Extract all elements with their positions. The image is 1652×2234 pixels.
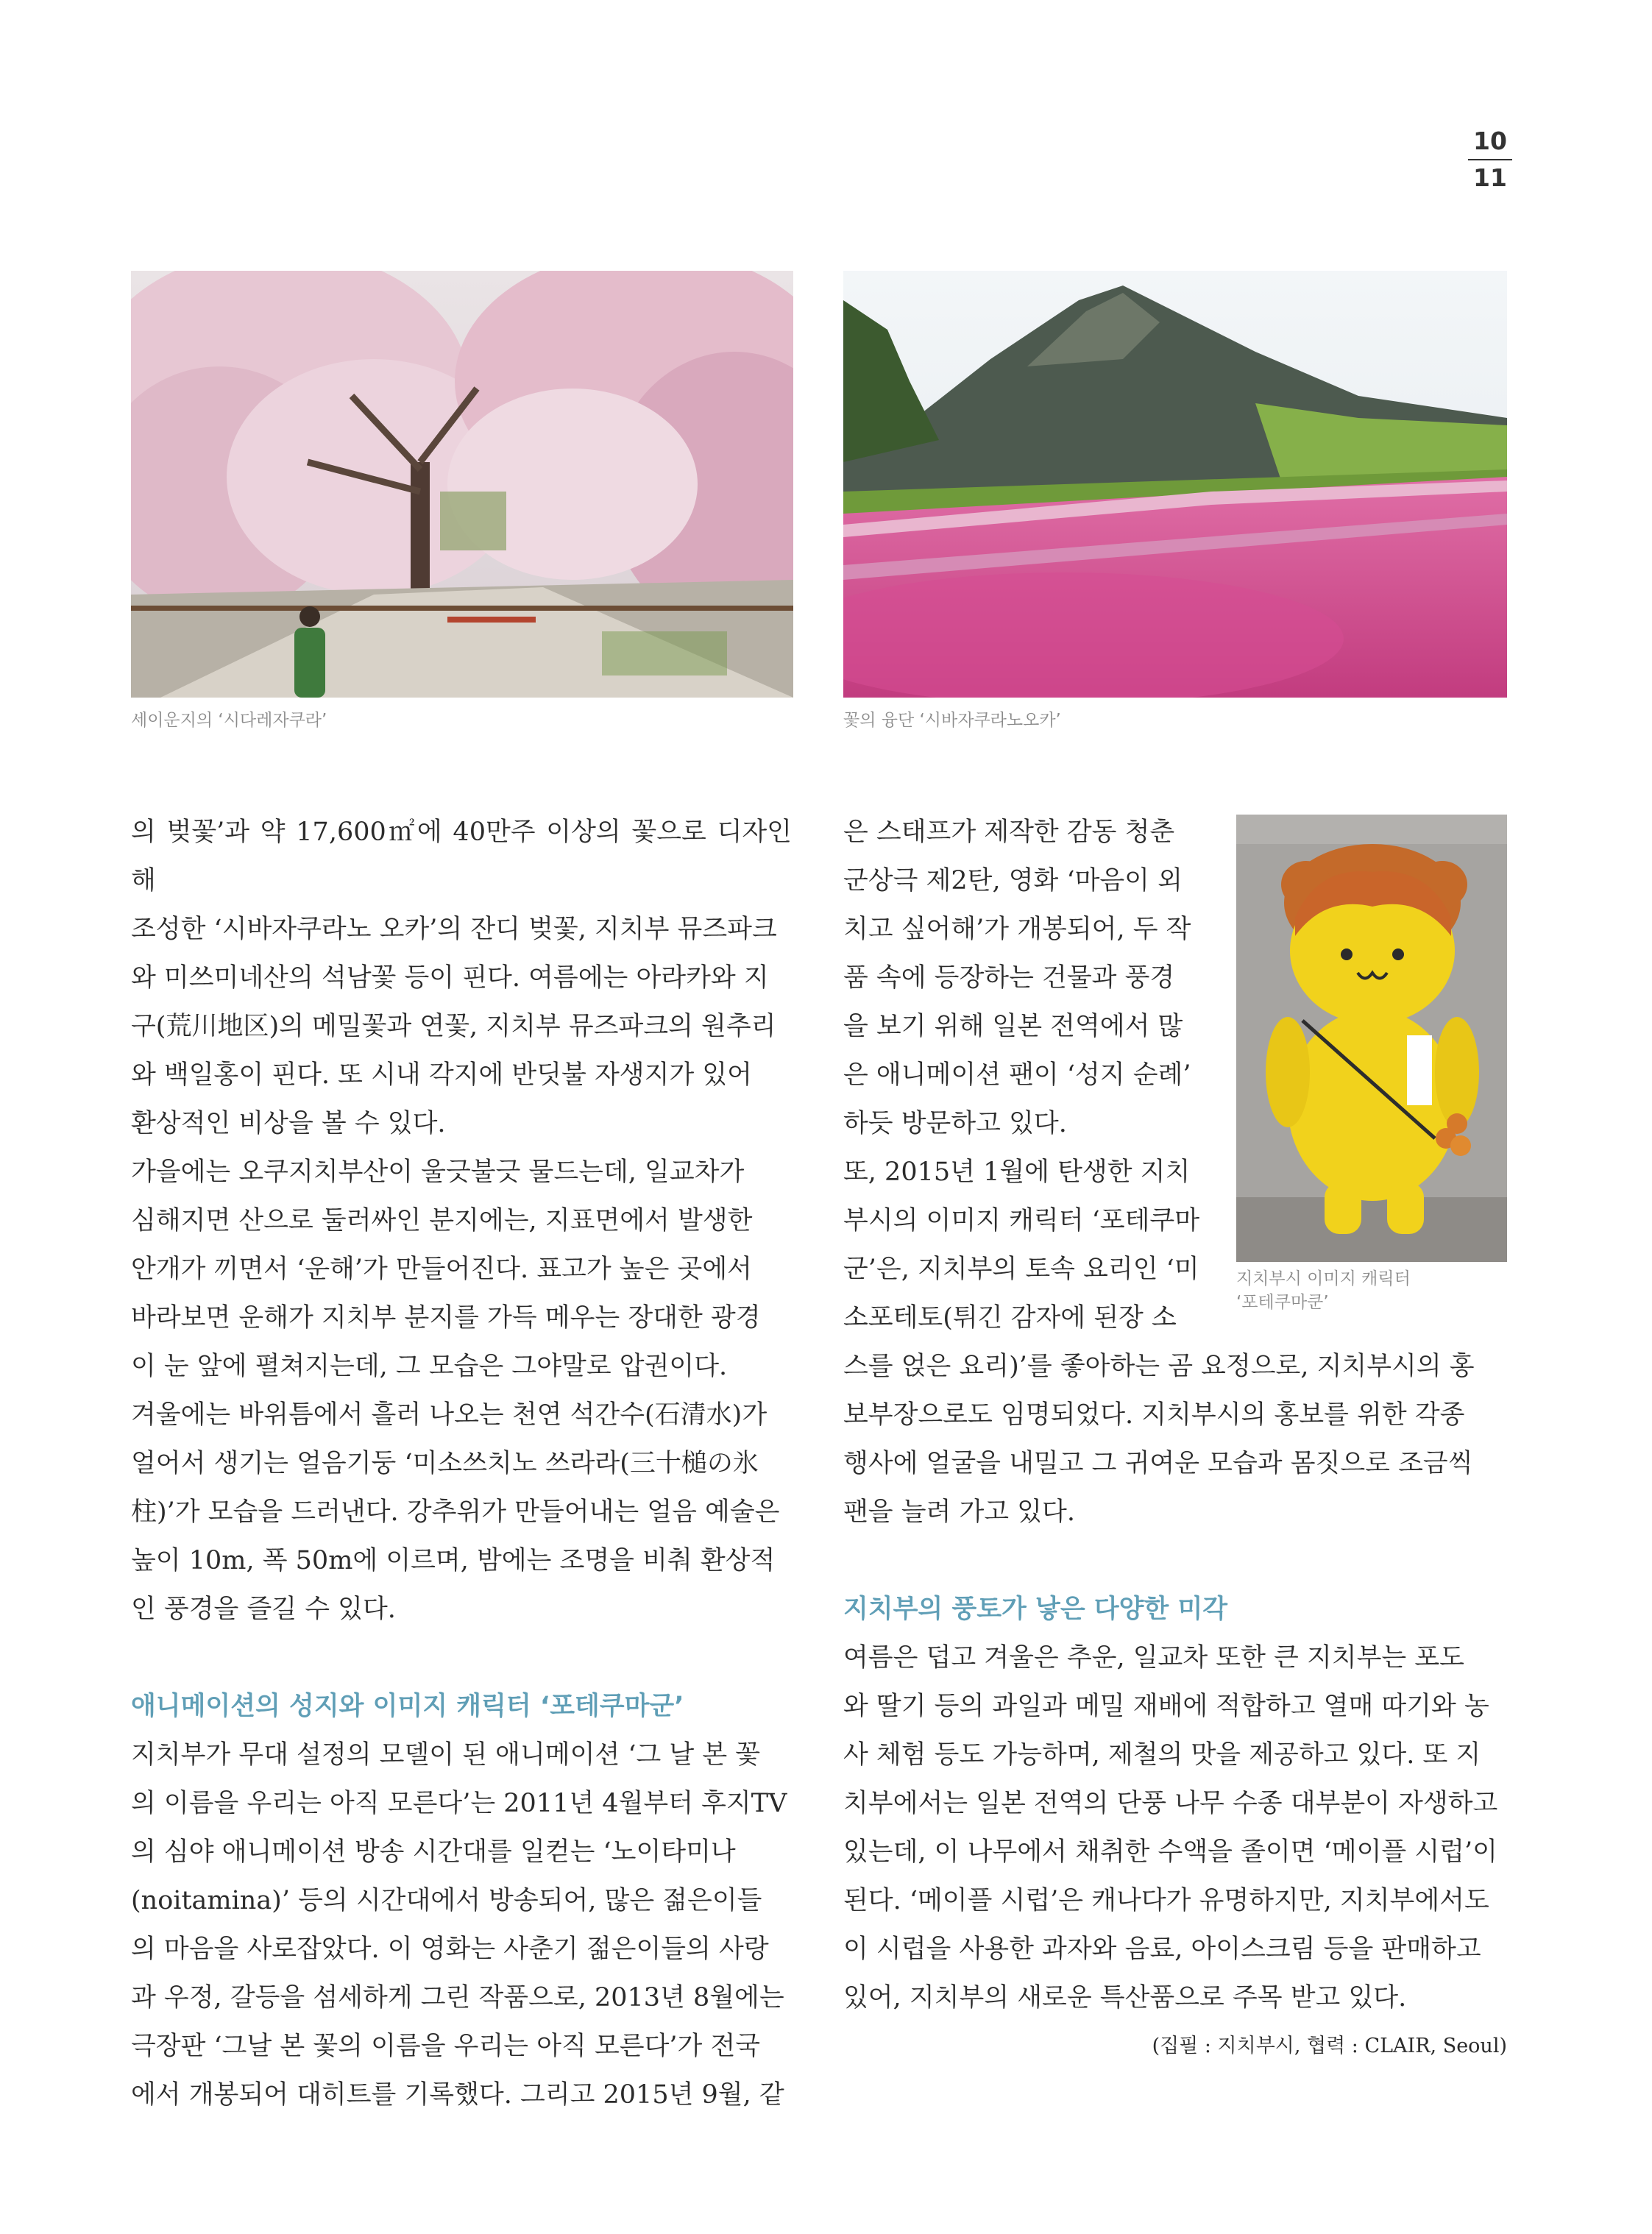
text-line: 와 백일홍이 핀다. 또 시내 각지에 반딧불 자생지가 있어 bbox=[131, 1060, 752, 1090]
text-line: 치부에서는 일본 전역의 단풍 나무 수종 대부분이 자생하고 bbox=[843, 1789, 1498, 1818]
text-line: 은 스태프가 제작한 감동 청춘 bbox=[843, 818, 1175, 847]
shibazakura-photo bbox=[843, 271, 1507, 698]
text-line: 소포테토(튀긴 감자에 된장 소 bbox=[843, 1303, 1177, 1333]
spacer bbox=[843, 1536, 1507, 1585]
left-column bbox=[131, 808, 792, 2119]
section-heading-animation: 애니메이션의 성지와 이미지 캐릭터 ‘포테쿠마군’ bbox=[131, 1692, 684, 1721]
text-line: 팬을 늘려 가고 있다. bbox=[843, 1497, 1075, 1527]
text-line: 와 딸기 등의 과일과 메밀 재배에 적합하고 열매 따기와 농 bbox=[843, 1692, 1489, 1721]
text-line: 품 속에 등장하는 건물과 풍경 bbox=[843, 963, 1175, 993]
page-number-divider bbox=[1468, 159, 1512, 160]
text-line: 이 시럽을 사용한 과자와 음료, 아이스크림 등을 판매하고 bbox=[843, 1935, 1481, 1964]
text-line: 사 체험 등도 가능하며, 제철의 맛을 제공하고 있다. 또 지 bbox=[843, 1740, 1481, 1770]
text-line: 조성한 ‘시바자쿠라노 오카’의 잔디 벚꽃, 지치부 뮤즈파크 bbox=[131, 915, 777, 944]
text-line: 높이 10m, 폭 50m에 이르며, 밤에는 조명을 비춰 환상적 bbox=[131, 1546, 776, 1575]
text-line: 극장판 ‘그날 본 꽃의 이름을 우리는 아직 모른다’가 전국 bbox=[131, 2032, 761, 2061]
text-line: (noitamina)’ 등의 시간대에서 방송되어, 많은 젊은이들 bbox=[131, 1886, 762, 1915]
text-line: 가을에는 오쿠지치부산이 울긋불긋 물드는데, 일교차가 bbox=[131, 1157, 745, 1187]
right-column-narrow bbox=[843, 808, 1211, 1342]
page-number-right: 11 bbox=[1473, 163, 1507, 192]
text-line: 된다. ‘메이플 시럽’은 캐나다가 유명하지만, 지치부에서도 bbox=[843, 1886, 1489, 1915]
text-line: 의 마음을 사로잡았다. 이 영화는 사춘기 젊은이들의 사랑 bbox=[131, 1935, 769, 1964]
section-heading-taste: 지치부의 풍토가 낳은 다양한 미각 bbox=[843, 1595, 1228, 1624]
text-line: 보부장으로도 임명되었다. 지치부시의 홍보를 위한 각종 bbox=[843, 1400, 1465, 1430]
mascot-caption-line1: 지치부시 이미지 캐릭터 bbox=[1236, 1269, 1411, 1288]
page-number-left: 10 bbox=[1473, 127, 1507, 155]
text-line: 얼어서 생기는 얼음기둥 ‘미소쓰치노 쓰라라(三十槌の氷 bbox=[131, 1449, 759, 1478]
sakura-caption: 세이운지의 ‘시다레자쿠라’ bbox=[131, 711, 327, 730]
text-line: 행사에 얼굴을 내밀고 그 귀여운 모습과 몸짓으로 조금씩 bbox=[843, 1449, 1473, 1478]
text-line: 바라보면 운해가 지치부 분지를 가득 메우는 장대한 광경 bbox=[131, 1303, 761, 1333]
text-line: 군상극 제2탄, 영화 ‘마음이 외 bbox=[843, 866, 1183, 896]
sakura-photo bbox=[131, 271, 793, 698]
text-line: 있어, 지치부의 새로운 특산품으로 주목 받고 있다. bbox=[843, 1983, 1407, 2013]
shibazakura-caption: 꽃의 융단 ‘시바자쿠라노오카’ bbox=[843, 711, 1061, 730]
text-line: 의 벚꽃’과 약 17,600㎡에 40만주 이상의 꽃으로 디자인해 bbox=[131, 818, 792, 896]
left-body-text bbox=[131, 808, 792, 1634]
text-line: 와 미쓰미네산의 석남꽃 등이 핀다. 여름에는 아라카와 지 bbox=[131, 963, 769, 993]
shibazakura-photo-illustration bbox=[843, 271, 1507, 698]
text-line: 환상적인 비상을 볼 수 있다. bbox=[131, 1109, 446, 1138]
text-line: 심해지면 산으로 둘러싸인 분지에는, 지표면에서 발생한 bbox=[131, 1206, 753, 1235]
text-line: 부시의 이미지 캐릭터 ‘포테쿠마 bbox=[843, 1206, 1200, 1235]
text-line: 안개가 끼면서 ‘운해’가 만들어진다. 표고가 높은 곳에서 bbox=[131, 1255, 752, 1284]
text-line: 스를 얹은 요리)’를 좋아하는 곰 요정으로, 지치부시의 홍 bbox=[843, 1352, 1475, 1381]
text-line: 있는데, 이 나무에서 채취한 수액을 졸이면 ‘메이플 시럽’이 bbox=[843, 1837, 1497, 1867]
text-line: 구(荒川地区)의 메밀꽃과 연꽃, 지치부 뮤즈파크의 원추리 bbox=[131, 1012, 776, 1041]
text-line: 인 풍경을 즐길 수 있다. bbox=[131, 1595, 396, 1624]
text-line: 하듯 방문하고 있다. bbox=[843, 1109, 1067, 1138]
text-line: 여름은 덥고 겨울은 추운, 일교차 또한 큰 지치부는 포도 bbox=[843, 1643, 1464, 1673]
mascot-photo-illustration bbox=[1236, 815, 1507, 1262]
text-line: 의 이름을 우리는 아직 모른다’는 2011년 4월부터 후지TV bbox=[131, 1789, 787, 1818]
spacer bbox=[131, 1634, 792, 1682]
text-line: 이 눈 앞에 펼쳐지는데, 그 모습은 그야말로 압권이다. bbox=[131, 1352, 728, 1381]
text-line: 또, 2015년 1월에 탄생한 지치 bbox=[843, 1157, 1191, 1187]
right-column-wide bbox=[843, 1342, 1507, 2071]
text-line: 에서 개봉되어 대히트를 기록했다. 그리고 2015년 9월, 같 bbox=[131, 2080, 784, 2110]
text-line: 의 심야 애니메이션 방송 시간대를 일컫는 ‘노이타미나 bbox=[131, 1837, 736, 1867]
text-line: 은 애니메이션 팬이 ‘성지 순례’ bbox=[843, 1060, 1191, 1090]
text-line: 과 우정, 갈등을 섬세하게 그린 작품으로, 2013년 8월에는 bbox=[131, 1983, 784, 2013]
mascot-caption-line2: ‘포테쿠마쿤’ bbox=[1236, 1293, 1329, 1312]
left-body-text-2 bbox=[131, 1731, 792, 2119]
text-line: 지치부가 무대 설정의 모델이 된 애니메이션 ‘그 날 본 꽃 bbox=[131, 1740, 761, 1770]
text-line: 겨울에는 바위틈에서 흘러 나오는 천연 석간수(石清水)가 bbox=[131, 1400, 767, 1430]
text-line: 군’은, 지치부의 토속 요리인 ‘미 bbox=[843, 1255, 1199, 1284]
credit-line: (집필 : 지치부시, 협력 : CLAIR, Seoul) bbox=[1152, 2035, 1507, 2057]
text-line: 치고 싶어해’가 개봉되어, 두 작 bbox=[843, 915, 1191, 944]
page-number bbox=[1468, 127, 1512, 193]
sakura-photo-illustration bbox=[131, 271, 793, 698]
mascot-photo bbox=[1236, 815, 1507, 1262]
mascot-caption bbox=[1236, 1267, 1411, 1314]
text-line: 柱)’가 모습을 드러낸다. 강추위가 만들어내는 얼음 예술은 bbox=[131, 1497, 780, 1527]
text-line: 을 보기 위해 일본 전역에서 많 bbox=[843, 1012, 1183, 1041]
